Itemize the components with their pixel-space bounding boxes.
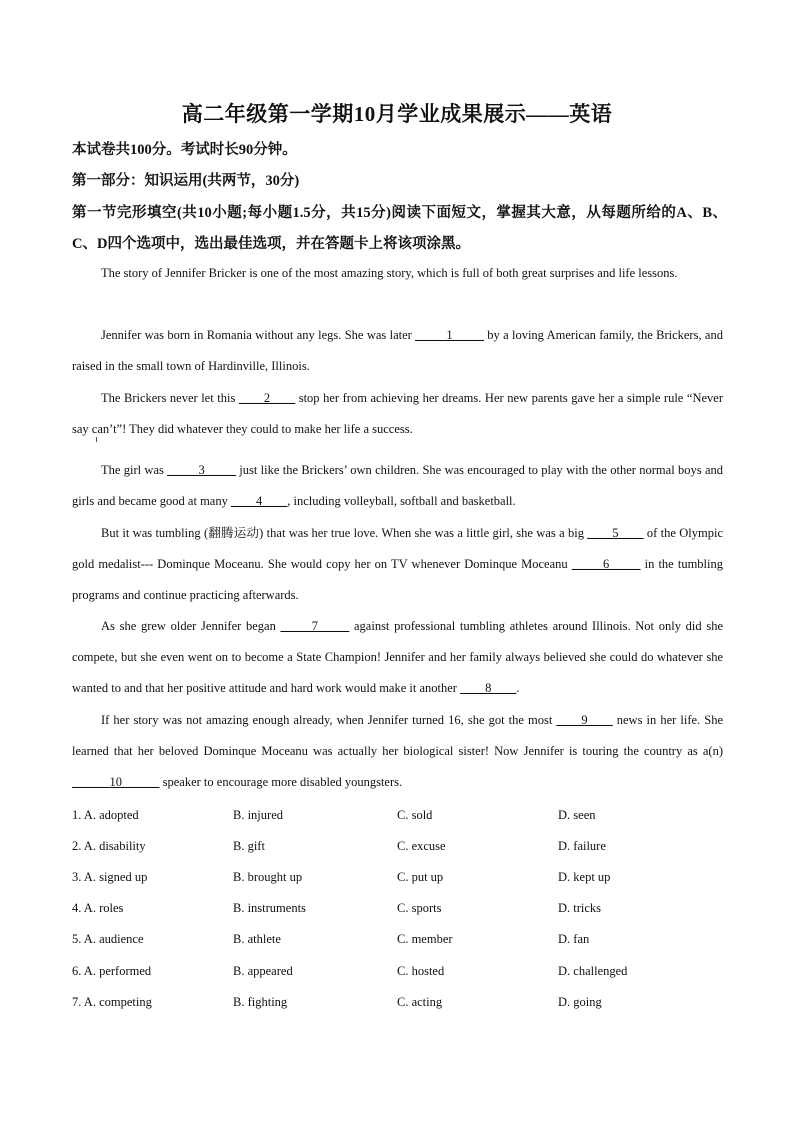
- paragraph-text: But it was tumbling (翻腾运动) that was her true love. When she was a little girl, she was a big: [101, 526, 588, 540]
- options-row: [72, 805, 732, 825]
- options-row: [72, 898, 732, 918]
- paragraph-text: against professional tumbling athletes around Illinois. Not only did she compete, but she even went on to become a State Champion! Jennifer and her family always believed she could do whatever she wanted to and that her positive attitude and hard work would make it another: [72, 619, 723, 695]
- option-d: D. challenged: [558, 964, 628, 978]
- option-c: C. excuse: [397, 839, 446, 853]
- option-b: B. gift: [233, 839, 265, 853]
- options-row: [72, 929, 732, 949]
- option-a: 1. A. adopted: [72, 808, 139, 822]
- paragraph-text: The girl was: [101, 463, 168, 477]
- option-b: B. athlete: [233, 932, 281, 946]
- passage-paragraph: [72, 705, 723, 798]
- option-c: C. put up: [397, 870, 444, 884]
- option-b: B. injured: [233, 808, 283, 822]
- passage-paragraph: [72, 455, 723, 517]
- option-b: B. brought up: [233, 870, 303, 884]
- option-d: D. failure: [558, 839, 606, 853]
- passage-paragraph: [72, 320, 723, 382]
- stray-mark: [96, 437, 97, 442]
- options-row: [72, 867, 732, 887]
- option-d: D. kept up: [558, 870, 611, 884]
- passage-paragraph: [72, 611, 723, 704]
- options-row: [72, 992, 732, 1012]
- paragraph-text: , including volleyball, softball and basketball.: [287, 494, 516, 508]
- page-title: 高二年级第一学期10月学业成果展示——英语: [181, 102, 613, 126]
- section-instructions: 第一节完形填空(共10小题;每小题1.5分，共15分)阅读下面短文，掌握其大意，从每题所给的A、B、C、D四个选项中，选出最佳选项，并在答题卡上将该项涂黑。: [72, 205, 727, 252]
- options-row: [72, 836, 732, 856]
- option-a: 2. A. disability: [72, 839, 146, 853]
- blank-4: ____4____: [230, 494, 288, 508]
- option-b: B. fighting: [233, 995, 288, 1009]
- blank-7: _____7_____: [280, 619, 350, 633]
- paragraph-text: news in her life. She learned that her beloved Dominque Moceanu was actually her biological sister! Now Jennifer is touring the country as a(n): [72, 713, 724, 758]
- blank-2: ____2____: [238, 391, 296, 405]
- option-d: D. tricks: [558, 901, 602, 915]
- options-row: [72, 961, 732, 981]
- paragraph-text: .: [516, 681, 520, 695]
- blank-8: ____8____: [460, 681, 517, 695]
- paragraph-text: by a loving American family, the Brickers, and raised in the small town of Hardinville, Illinois.: [72, 328, 723, 373]
- option-b: B. instruments: [233, 901, 306, 915]
- passage-paragraph: [72, 258, 723, 289]
- option-d: D. fan: [558, 932, 590, 946]
- option-a: 3. A. signed up: [72, 870, 148, 884]
- option-a: 5. A. audience: [72, 932, 144, 946]
- blank-10: ______10______: [72, 775, 160, 789]
- option-c: C. acting: [397, 995, 443, 1009]
- passage-paragraph: [72, 518, 723, 611]
- paragraph-text: The Brickers never let this: [101, 391, 239, 405]
- option-c: C. sold: [397, 808, 433, 822]
- option-c: C. hosted: [397, 964, 445, 978]
- paragraph-text: If her story was not amazing enough already, when Jennifer turned 16, she got the most: [101, 713, 557, 727]
- option-c: C. member: [397, 932, 453, 946]
- option-b: B. appeared: [233, 964, 293, 978]
- blank-3: _____3_____: [167, 463, 236, 477]
- passage-paragraph: [72, 383, 723, 445]
- paragraph-text: The story of Jennifer Bricker is one of the most amazing story, which is full of both great surprises and life lessons.: [101, 266, 678, 280]
- option-c: C. sports: [397, 901, 442, 915]
- option-a: 6. A. performed: [72, 964, 152, 978]
- blank-6: _____6_____: [571, 557, 641, 571]
- blank-1: _____1_____: [415, 328, 484, 342]
- paragraph-text: in the tumbling programs and continue practicing afterwards.: [72, 557, 723, 602]
- blank-5: ____5____: [587, 526, 644, 540]
- paragraph-text: stop her from achieving her dreams. Her new parents gave her a simple rule “Never say can’t”! They did whatever they could to make her life a success.: [72, 391, 724, 436]
- exam-intro: 本试卷共100分。考试时长90分钟。: [72, 142, 297, 158]
- paragraph-text: just like the Brickers’ own children. She was encouraged to play with the other normal boys and girls and became good at many: [72, 463, 723, 508]
- option-a: 4. A. roles: [72, 901, 124, 915]
- paragraph-text: As she grew older Jennifer began: [101, 619, 281, 633]
- paragraph-text: of the Olympic gold medalist--- Dominque Moceanu. She would copy her on TV whenever Dominque Moceanu: [72, 526, 723, 571]
- part-heading: 第一部分：知识运用(共两节，30分): [72, 173, 300, 189]
- blank-9: ____9____: [556, 713, 613, 727]
- paragraph-text: speaker to encourage more disabled youngsters.: [159, 775, 403, 789]
- paragraph-text: Jennifer was born in Romania without any legs. She was later: [101, 328, 416, 342]
- option-d: D. going: [558, 995, 602, 1009]
- option-d: D. seen: [558, 808, 596, 822]
- option-a: 7. A. competing: [72, 995, 152, 1009]
